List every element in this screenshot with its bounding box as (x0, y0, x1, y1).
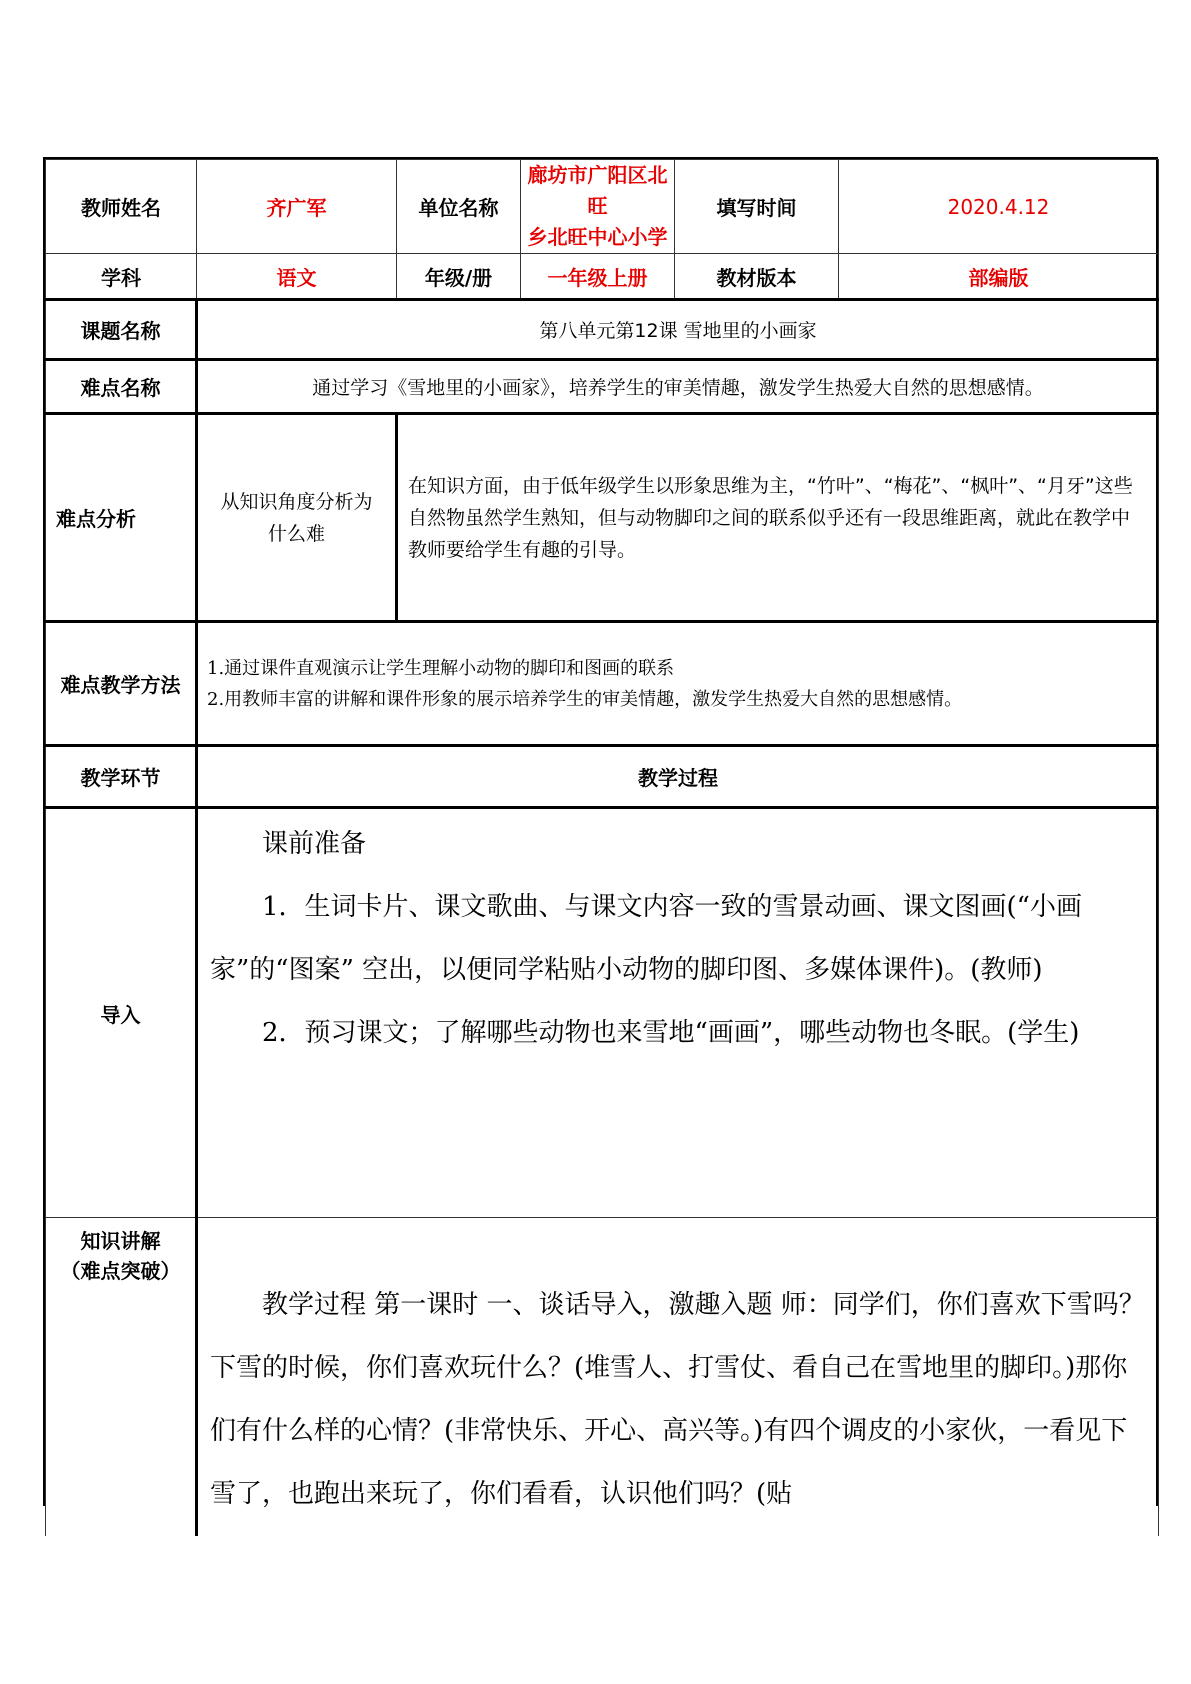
knowledge-label-line2: （难点突破） (60, 1259, 181, 1283)
intro-content (197, 808, 1159, 1218)
subject-value: 语文 (197, 254, 397, 300)
analysis-angle-cell (197, 414, 397, 622)
grade-label: 年级/册 (397, 254, 521, 300)
intro-paragraph-1: 课前准备 (262, 829, 367, 859)
analysis-text: 在知识方面，由于低年级学生以形象思维为主，“竹叶”、“梅花”、“枫叶”、“月牙”这些自然物虽然学生熟知，但与动物脚印之间的联系似乎还有一段思维距离，就此在教学中教师要给学生有趣的引导。 (397, 414, 1159, 622)
textbook-edition-value: 部编版 (839, 254, 1159, 300)
teaching-method-content (197, 622, 1159, 746)
intro-paragraph-2: 1．生词卡片、课文歌曲、与课文内容一致的雪景动画、课文图画(“小画家”的“图案” 空出，以便同学粘贴小动物的脚印图、多媒体课件)。(教师) (210, 892, 1082, 985)
knowledge-paragraph: 教学过程 第一课时 一、谈话导入，激趣入题 师：同学们，你们喜欢下雪吗？下雪的时候，你们喜欢玩什么？(堆雪人、打雪仗、看自己在雪地里的脚印。)那你们有什么样的心情？(非常快乐、开心、高兴等。)有四个调皮的小家伙，一看见下雪了，也跑出来玩了，你们看看，认识他们吗？(贴 (210, 1290, 1145, 1509)
lesson-title-value: 第八单元第12课 雪地里的小画家 (197, 300, 1159, 360)
intro-paragraph-3: 2．预习课文；了解哪些动物也来雪地“画画”，哪些动物也冬眠。(学生) (262, 1018, 1080, 1048)
unit-name-value (521, 160, 675, 254)
difficulty-name-value: 通过学习《雪地里的小画家》，培养学生的审美情趣，激发学生热爱大自然的思想感情。 (197, 360, 1159, 414)
unit-name-line1: 廊坊市广阳区北旺 (527, 163, 668, 218)
teaching-method-label: 难点教学方法 (46, 622, 197, 746)
teaching-stage-header: 教学环节 (46, 746, 197, 808)
teacher-name-value: 齐广军 (197, 160, 397, 254)
unit-name-label: 单位名称 (397, 160, 521, 254)
teacher-name-label: 教师姓名 (46, 160, 197, 254)
difficulty-name-label: 难点名称 (46, 360, 197, 414)
knowledge-label-line1: 知识讲解 (80, 1229, 161, 1253)
difficulty-analysis-label: 难点分析 (46, 414, 197, 622)
lesson-plan-table (45, 159, 1159, 1536)
fill-time-value: 2020.4.12 (839, 160, 1159, 254)
textbook-edition-label: 教材版本 (675, 254, 839, 300)
fill-time-label: 填写时间 (675, 160, 839, 254)
grade-value: 一年级上册 (521, 254, 675, 300)
teaching-process-header: 教学过程 (197, 746, 1159, 808)
lesson-plan-sheet (43, 157, 1158, 1509)
unit-name-line2: 乡北旺中心小学 (527, 225, 668, 249)
intro-stage-label: 导入 (46, 808, 197, 1218)
method-item-1: 1.通过课件直观演示让学生理解小动物的脚印和图画的联系 (207, 657, 675, 679)
knowledge-stage-label (46, 1218, 197, 1536)
lesson-title-label: 课题名称 (46, 300, 197, 360)
subject-label: 学科 (46, 254, 197, 300)
knowledge-content (197, 1218, 1159, 1536)
analysis-angle-line2: 什么难 (267, 522, 325, 545)
analysis-angle-line1: 从知识角度分析为 (220, 490, 373, 513)
method-item-2: 2.用教师丰富的讲解和课件形象的展示培养学生的审美情趣，激发学生热爱大自然的思想感情。 (207, 688, 963, 710)
